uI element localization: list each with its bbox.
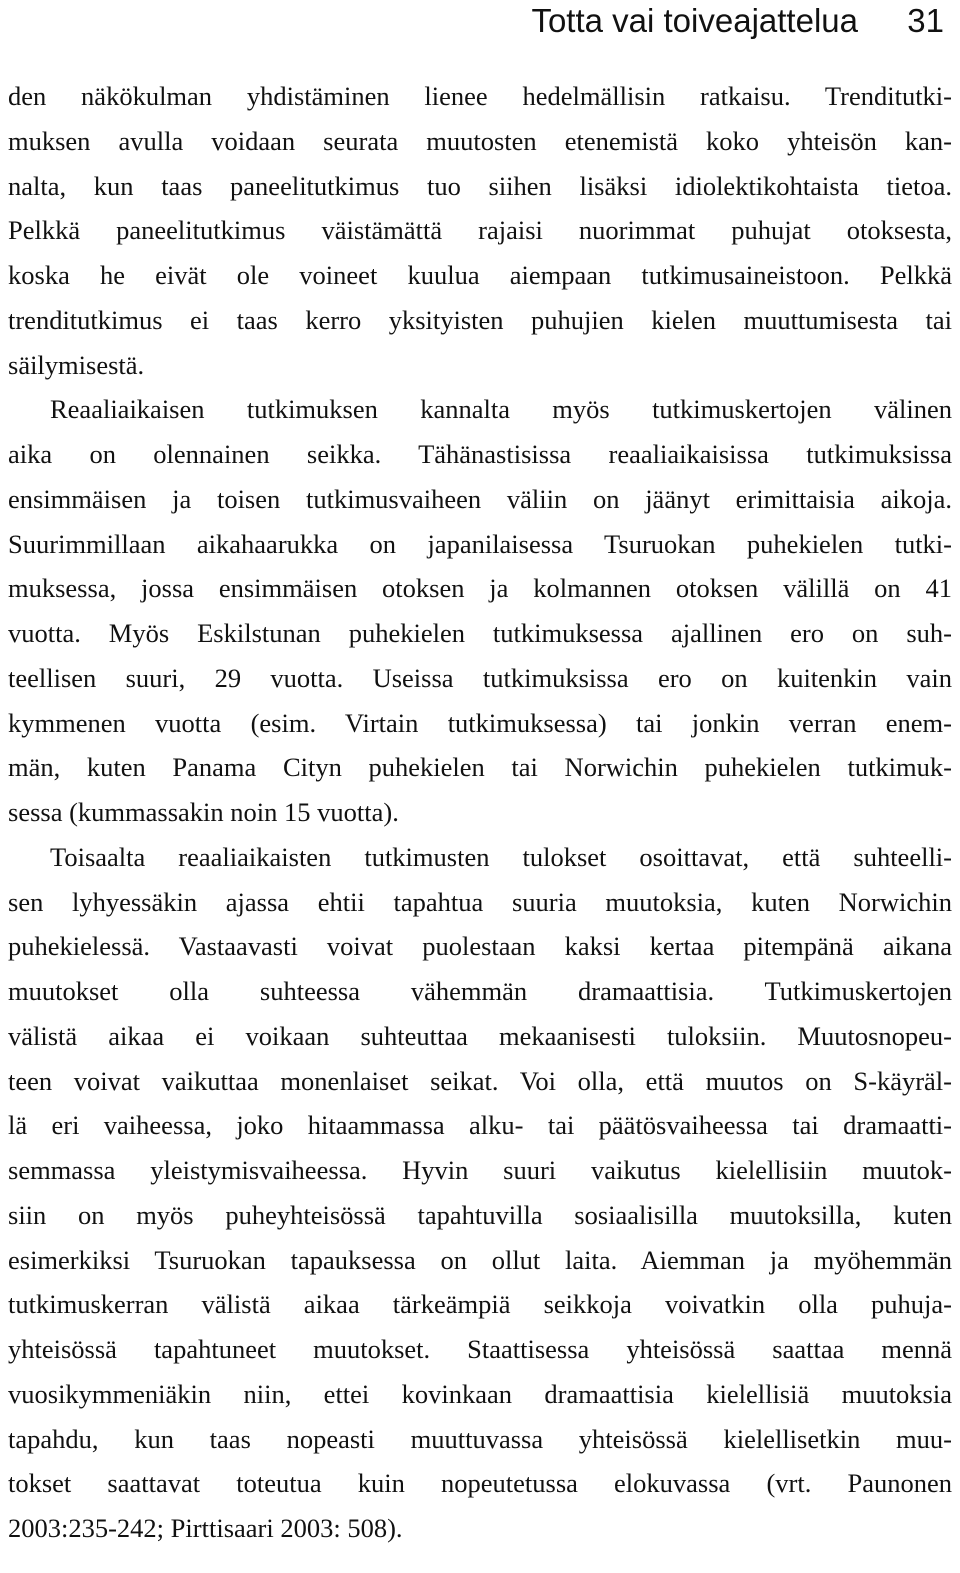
text-line: yhteisössä tapahtuneet muutokset. Staattisessa yhteisössä saattaa mennä — [8, 1334, 952, 1364]
text-line: Suurimmillaan aikahaarukka on japanilaisessa Tsuruokan puhekielen tutki- — [8, 528, 952, 559]
text-line: tutkimuskerran välistä aikaa tärkeämpiä seikkoja voivatkin olla puhuja- — [8, 1289, 952, 1320]
text-line: 2003:235-242; Pirttisaari 2003: 508). — [8, 1513, 403, 1543]
text-line: Reaaliaikaisen tutkimuksen kannalta myös tutkimuskertojen välinen — [50, 394, 952, 425]
text-line: män, kuten Panama Cityn puhekielen tai Norwichin puhekielen tutkimuk- — [8, 752, 952, 783]
text-line: koska he eivät ole voineet kuulua aiempaan tutkimusaineistoon. Pelkkä — [8, 260, 952, 290]
text-line: teen voivat vaikuttaa monenlaiset seikat. Voi olla, että muutos on S-käyräl- — [8, 1065, 952, 1096]
text-line: den näkökulman yhdistäminen lienee hedelmällisin ratkaisu. Trenditutki- — [8, 81, 952, 111]
text-line: säilymisestä. — [8, 349, 145, 380]
text-line: vuosikymmeniäkin niin, ettei kovinkaan dramaattisia kielellisiä muutoksia — [8, 1378, 952, 1409]
text-line: muutokset olla suhteessa vähemmän dramaattisia. Tutkimuskertojen — [8, 976, 952, 1006]
text-line: Toisaalta reaaliaikaisten tutkimusten tulokset osoittavat, että suhteelli- — [50, 841, 952, 872]
text-line: muksessa, jossa ensimmäisen otoksen ja kolmannen otoksen välillä on 41 — [8, 573, 952, 604]
text-line: sen lyhyessäkin ajassa ehtii tapahtua suuria muutoksia, kuten Norwichin — [8, 886, 952, 917]
text-line: Pelkkä paneelitutkimus väistämättä rajaisi nuorimmat puhujat otoksesta, — [8, 215, 952, 246]
running-header — [0, 0, 960, 50]
text-line: muksen avulla voidaan seurata muutosten etenemistä koko yhteisön kan- — [8, 125, 952, 156]
text-line: sessa (kummassakin noin 15 vuotta). — [8, 797, 399, 827]
text-line: vuotta. Myös Eskilstunan puhekielen tutkimuksessa ajallinen ero on suh- — [8, 618, 952, 648]
text-line: kymmenen vuotta (esim. Virtain tutkimuksessa) tai jonkin verran enem- — [8, 707, 952, 738]
text-line: lä eri vaiheessa, joko hitaammassa alku- tai päätösvaiheessa tai dramaatti- — [8, 1110, 952, 1141]
text-line: välistä aikaa ei voikaan suhteuttaa mekaanisesti tuloksiin. Muutosnopeu- — [8, 1020, 952, 1051]
page-number: 31 — [907, 2, 944, 39]
text-line: trenditutkimus ei taas kerro yksityisten puhujien kielen muuttumisesta tai — [8, 304, 952, 335]
text-line: tapahdu, kun taas nopeasti muuttuvassa yhteisössä kielellisetkin muu- — [8, 1423, 952, 1454]
text-line: esimerkiksi Tsuruokan tapauksessa on ollut laita. Aiemman ja myöhemmän — [8, 1244, 952, 1275]
running-title: Totta vai toiveajattelua — [531, 2, 858, 39]
text-line: nalta, kun taas paneelitutkimus tuo siihen lisäksi idiolektikohtaista tietoa. — [8, 170, 952, 201]
text-line: semmassa yleistymisvaiheessa. Hyvin suuri vaikutus kielellisiin muutok- — [8, 1155, 952, 1185]
text-line: siin on myös puheyhteisössä tapahtuvilla sosiaalisilla muutoksilla, kuten — [8, 1199, 952, 1230]
text-line: tokset saattavat toteutua kuin nopeutetussa elokuvassa (vrt. Paunonen — [8, 1468, 952, 1499]
text-line: teellisen suuri, 29 vuotta. Useissa tutkimuksissa ero on kuitenkin vain — [8, 662, 952, 693]
body-text — [8, 74, 952, 1551]
text-line: puhekielessä. Vastaavasti voivat puolestaan kaksi kertaa pitempänä aikana — [8, 931, 952, 962]
text-line: ensimmäisen ja toisen tutkimusvaiheen väliin on jäänyt erimittaisia aikoja. — [8, 483, 952, 514]
text-line: aika on olennainen seikka. Tähänastisissa reaaliaikaisissa tutkimuksissa — [8, 439, 952, 469]
